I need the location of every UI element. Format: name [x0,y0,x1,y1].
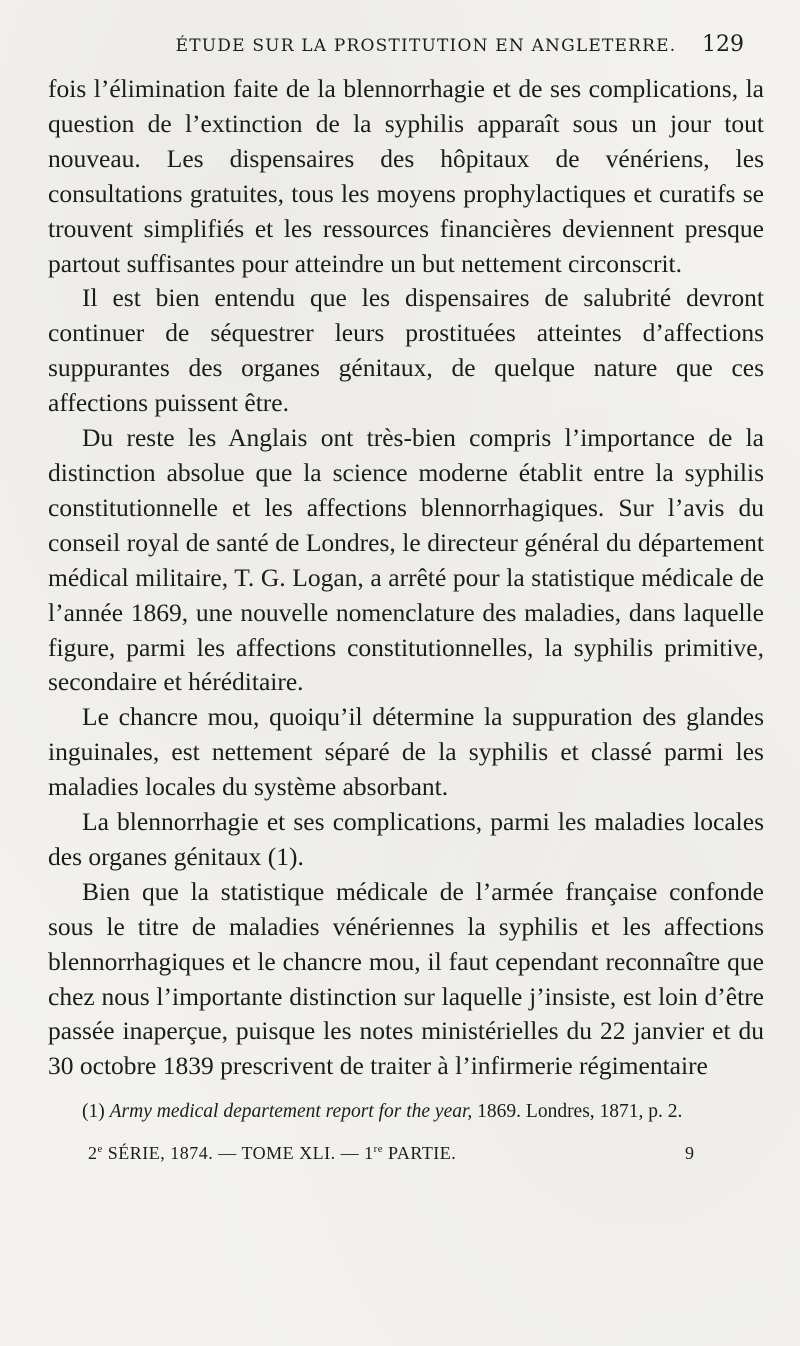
page-number: 129 [702,32,744,57]
body-text [48,72,764,1084]
footnote-title: Army medical departement report for the year, [109,1101,473,1123]
running-head [48,32,764,72]
part-rest: PARTIE. [388,1143,457,1164]
sheet-number: 9 [685,1143,694,1164]
part-sup: re [373,1143,384,1156]
footnote-marker: (1) [82,1101,105,1123]
paragraph-2: Il est bien entendu que les dispensaires de salubrité devront continuer de séquestrer leurs prostituées atteintes d’affections suppurantes des organes génitaux, de quelque nature que ces affections puissent être. [48,283,764,418]
series-rest: SÉRIE, 1874. — TOME XLI. — 1 [107,1143,374,1164]
series-sup: e [97,1143,103,1156]
running-title: ÉTUDE SUR LA PROSTITUTION EN ANGLETERRE. [175,36,677,56]
paragraph-3: Du reste les Anglais ont très-bien compris l’importance de la distinction absolue que la science moderne établit entre la syphilis constitutionnelle et les affections blennorrhagiques. Sur l’avis du conseil royal de santé de Londres, le directeur général du département médical militaire, T. G. Logan, a arrêté pour la statistique médicale de l’année 1869, une nouvelle nomenclature des maladies, dans laquelle figure, parmi les affections constitutionnelles, la syphilis primitive, secondaire et héréditaire. [48,423,764,697]
series-line [88,1143,456,1164]
printer-signature [48,1143,764,1173]
footnote-rest: 1869. Londres, 1871, p. 2. [477,1101,683,1123]
paragraph-1: fois l’élimination faite de la blennorrhagie et de ses complications, la question de l’extinction de la syphilis apparaît sous un jour tout nouveau. Les dispensaires des hôpitaux de vénériens, les consultations gratuites, tous les moyens prophylactiques et curatifs se trouvent simplifiés et les ressources financières deviennent presque partout suffisantes pour atteindre un but nettement circonscrit. [48,74,764,278]
series-number: 2 [88,1143,98,1164]
paragraph-5: La blennorrhagie et ses complications, parmi les maladies locales des organes génitaux (1). [48,807,764,871]
paragraph-4: Le chancre mou, quoiqu’il détermine la suppuration des glandes inguinales, est nettement séparé de la syphilis et classé parmi les maladies locales du système absorbant. [48,702,764,802]
paragraph-6: Bien que la statistique médicale de l’armée française confonde sous le titre de maladies vénériennes la syphilis et les affections blennorrhagiques et le chancre mou, il faut cependant reconnaître que chez nous l’importante distinction sur laquelle j’insiste, est loin d’être passée inaperçue, puisque les notes ministérielles du 22 janvier et du 30 octobre 1839 prescrivent de traiter à l’infirmerie régimentaire [48,876,764,1081]
footnote [48,1098,764,1125]
